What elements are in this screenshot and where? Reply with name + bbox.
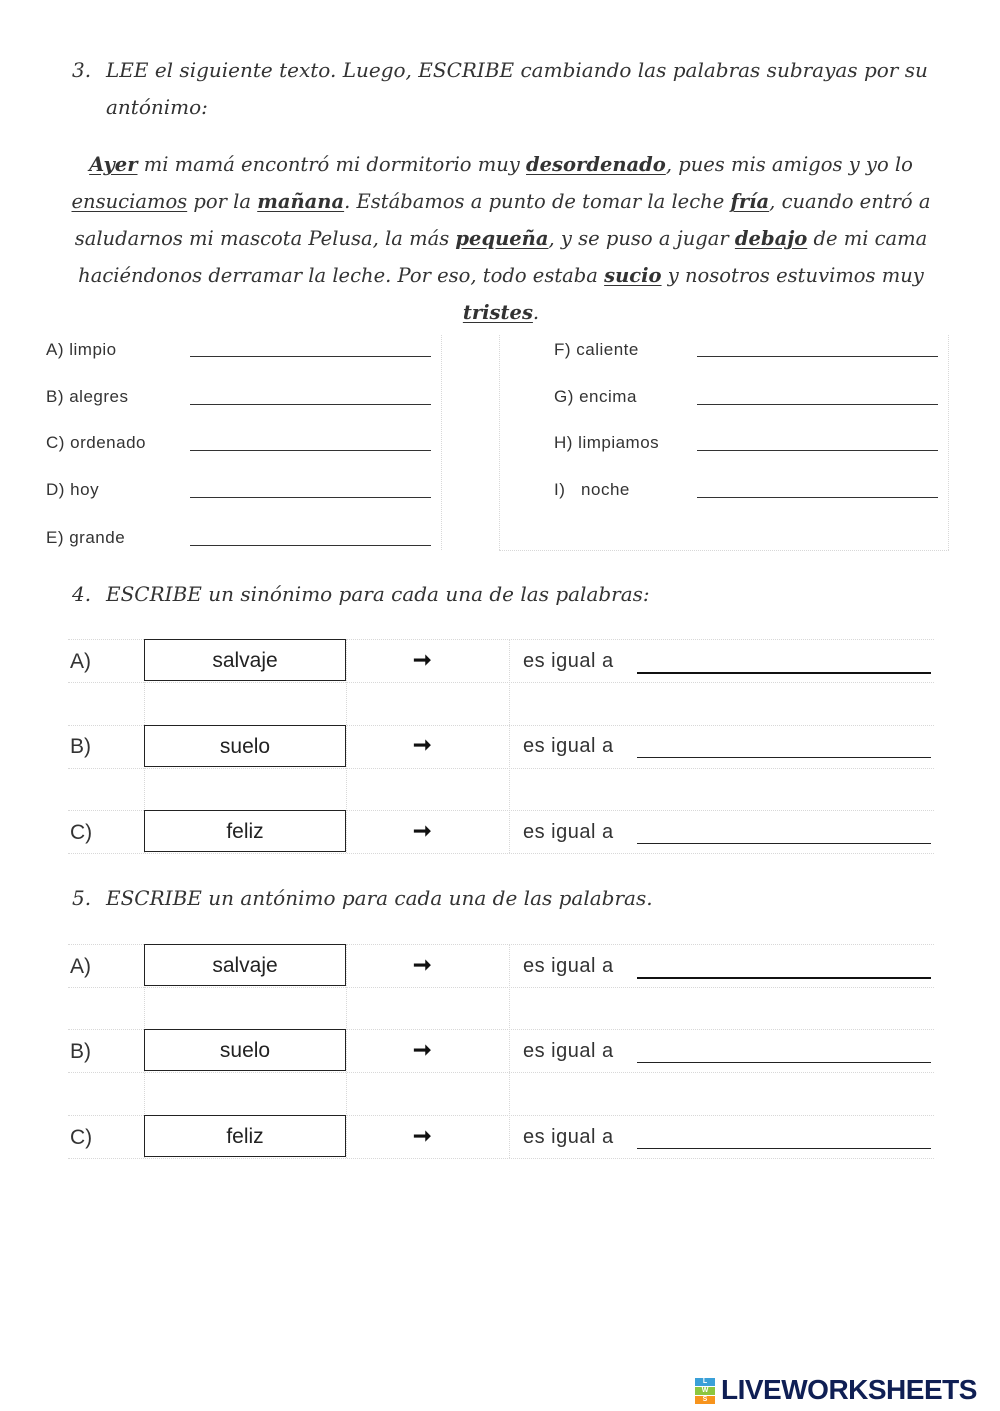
- underlined-word-ayer: Ayer: [89, 153, 138, 176]
- q4-row-b-letter: B): [70, 735, 91, 758]
- q5-row-a-word-box: salvaje: [144, 944, 346, 986]
- arrow-right-icon: ➞: [413, 818, 432, 843]
- option-i-answer-line[interactable]: [697, 497, 938, 498]
- underlined-word-tristes: tristes: [462, 301, 533, 324]
- q5-row-a-letter: A): [70, 955, 91, 978]
- option-c-label: C) ordenado: [46, 433, 147, 452]
- badge-letter: S: [695, 1396, 715, 1404]
- passage-text: , pues mis amigos y yo lo: [665, 153, 913, 176]
- underlined-word-fria: fría: [730, 190, 770, 213]
- options-bottom-border: [499, 550, 949, 551]
- options-divider-left: [441, 335, 442, 550]
- passage-text: . Estábamos a punto de tomar la leche: [344, 190, 731, 213]
- q5-grid-line: [68, 1072, 934, 1073]
- option-d-label: D) hoy: [46, 480, 100, 499]
- option-h-label: H) limpiamos: [554, 433, 660, 452]
- q4-grid-vline: [346, 639, 347, 853]
- q3-title-line1: LEE el siguiente texto. Luego, ESCRIBE cambiando las palabras subrayas por su: [106, 58, 928, 82]
- passage-text: .: [532, 301, 540, 324]
- q5-row-b-word-box: suelo: [144, 1029, 346, 1071]
- option-h-answer-line[interactable]: [697, 450, 938, 451]
- q3-number: 3.: [72, 58, 92, 82]
- q4-row-b-word-box: suelo: [144, 725, 346, 767]
- q5-number: 5.: [72, 886, 92, 910]
- option-f-answer-line[interactable]: [697, 356, 938, 357]
- q3-title-line2: antónimo:: [106, 95, 208, 119]
- q4-row-b-equals-text: es igual a: [523, 735, 614, 757]
- option-b-label: B) alegres: [46, 387, 129, 406]
- option-e-label: E) grande: [46, 528, 126, 547]
- q5-row-c-equals-text: es igual a: [523, 1126, 614, 1148]
- option-g-label: G) encima: [554, 387, 637, 406]
- option-f-label: F) caliente: [554, 340, 639, 359]
- badge-letter: W: [695, 1387, 715, 1395]
- underlined-word-pequena: pequeña: [455, 227, 549, 250]
- q5-title: [72, 880, 932, 917]
- option-d-answer-line[interactable]: [190, 497, 431, 498]
- q4-row-a-answer-line[interactable]: [637, 672, 931, 674]
- underlined-word-manana: mañana: [257, 190, 345, 213]
- q4-grid-line: [68, 853, 934, 854]
- option-g-answer-line[interactable]: [697, 404, 938, 405]
- underlined-word-desordenado: desordenado: [526, 153, 666, 176]
- q4-row-c-answer-line[interactable]: [637, 843, 931, 844]
- arrow-right-icon: ➞: [413, 647, 432, 672]
- option-a-label: A) limpio: [46, 340, 117, 359]
- passage-text: , y se puso a jugar: [548, 227, 735, 250]
- passage-text: y nosotros estuvimos muy: [661, 264, 924, 287]
- q5-row-b-equals-text: es igual a: [523, 1040, 614, 1062]
- q4-grid-line: [68, 768, 934, 769]
- arrow-right-icon: ➞: [413, 1123, 432, 1148]
- underlined-word-debajo: debajo: [734, 227, 808, 250]
- q4-grid-line: [68, 682, 934, 683]
- arrow-right-icon: ➞: [413, 1037, 432, 1062]
- q4-row-b-answer-line[interactable]: [637, 757, 931, 758]
- q4-grid-vline: [509, 639, 510, 853]
- options-divider-right-start: [499, 335, 500, 550]
- q5-grid-line: [68, 987, 934, 988]
- q5-row-b-answer-line[interactable]: [637, 1062, 931, 1063]
- passage-text: , cuando entró a saludarnos mi mascota Pelusa, la más: [74, 190, 931, 250]
- q5-grid-vline: [509, 944, 510, 1158]
- arrow-right-icon: ➞: [413, 732, 432, 757]
- badge-letter: L: [695, 1378, 715, 1386]
- q5-row-c-letter: C): [70, 1126, 93, 1149]
- q4-row-a-word-box: salvaje: [144, 639, 346, 681]
- passage-text: por la: [187, 190, 258, 213]
- option-e-answer-line[interactable]: [190, 545, 431, 546]
- q4-row-c-letter: C): [70, 821, 93, 844]
- liveworksheets-badge-icon: [695, 1378, 715, 1405]
- q5-grid-vline: [346, 944, 347, 1158]
- liveworksheets-brand: LIVEWORKSHEETS: [721, 1374, 977, 1405]
- q3-title: [72, 52, 932, 126]
- q5-row-a-equals-text: es igual a: [523, 955, 614, 977]
- underlined-word-sucio: sucio: [604, 264, 662, 287]
- q4-row-a-equals-text: es igual a: [523, 650, 614, 672]
- q5-row-a-answer-line[interactable]: [637, 977, 931, 979]
- underlined-word-ensuciamos: ensuciamos: [71, 190, 188, 213]
- q3-passage: [40, 146, 962, 331]
- q4-row-c-word-box: feliz: [144, 810, 346, 852]
- option-b-answer-line[interactable]: [190, 404, 431, 405]
- option-c-answer-line[interactable]: [190, 450, 431, 451]
- passage-text: de mi cama haciéndonos derramar la leche. Por eso, todo estaba: [78, 227, 928, 287]
- q4-number: 4.: [72, 582, 92, 606]
- option-a-answer-line[interactable]: [190, 356, 431, 357]
- q5-row-b-letter: B): [70, 1040, 91, 1063]
- q4-title-text: ESCRIBE un sinónimo para cada una de las palabras:: [106, 582, 650, 606]
- q5-row-c-answer-line[interactable]: [637, 1148, 931, 1149]
- options-divider-right-end: [948, 335, 949, 550]
- q5-title-text: ESCRIBE un antónimo para cada una de las palabras.: [106, 886, 653, 910]
- q4-row-a-letter: A): [70, 650, 91, 673]
- passage-text: mi mamá encontró mi dormitorio muy: [137, 153, 527, 176]
- q4-row-c-equals-text: es igual a: [523, 821, 614, 843]
- option-i-label: I) noche: [554, 480, 630, 499]
- arrow-right-icon: ➞: [413, 952, 432, 977]
- q5-grid-line: [68, 1158, 934, 1159]
- q4-title: [72, 576, 932, 613]
- q5-row-c-word-box: feliz: [144, 1115, 346, 1157]
